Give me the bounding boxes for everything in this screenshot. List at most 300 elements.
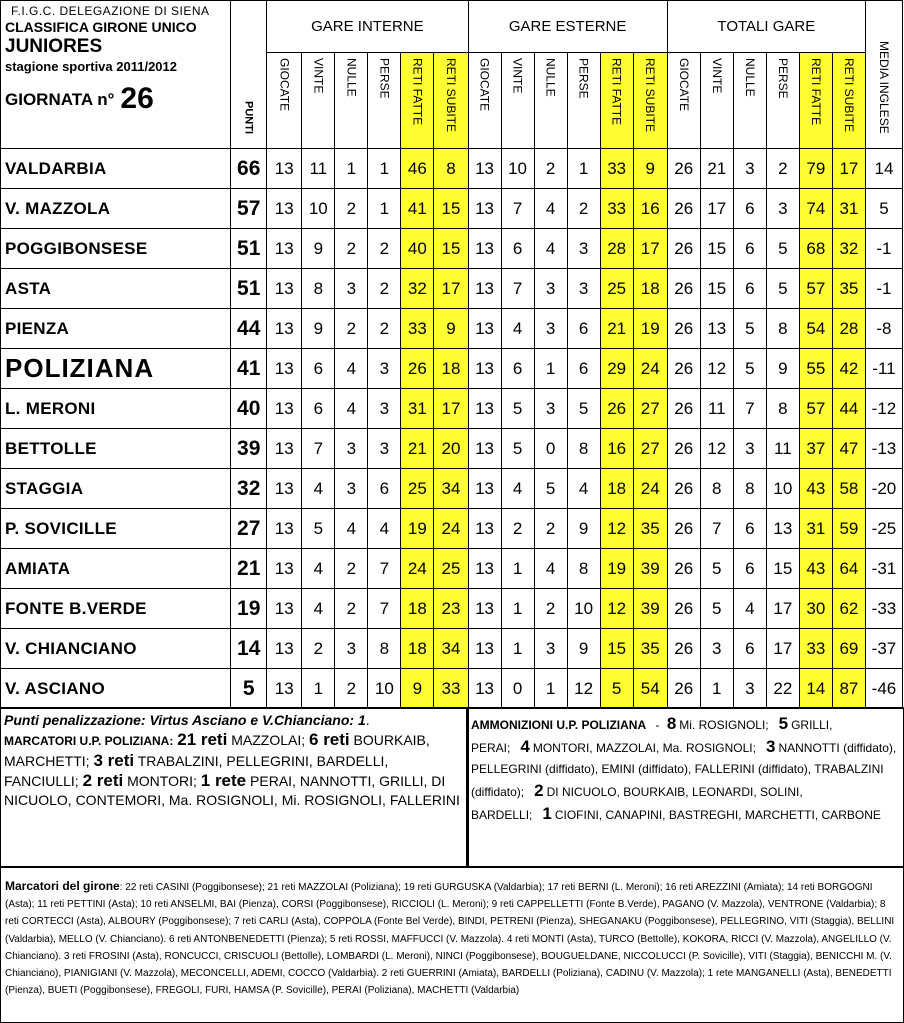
away-stat-cell: 2 — [567, 189, 600, 229]
away-stat-cell: 5 — [501, 429, 534, 469]
home-stat-cell: 13 — [267, 349, 302, 389]
table-row — [1, 469, 903, 509]
table-row — [1, 149, 903, 189]
away-stat-cell: 8 — [567, 549, 600, 589]
team-name: ASTA — [1, 269, 231, 309]
subheader-label: PERSE — [576, 58, 591, 99]
subheader-label: VINTE — [709, 58, 724, 94]
subheader-cell — [766, 53, 799, 149]
points-cell: 40 — [231, 389, 267, 429]
away-stat-cell: 21 — [600, 309, 633, 349]
total-stat-cell: 8 — [766, 309, 799, 349]
away-stat-cell: 13 — [468, 429, 501, 469]
home-stat-cell: 21 — [401, 429, 434, 469]
total-stat-cell: 26 — [667, 429, 700, 469]
subheader-cell — [302, 53, 335, 149]
home-stat-cell: 3 — [368, 429, 401, 469]
girone-label: Marcatori del girone — [5, 879, 120, 893]
home-stat-cell: 2 — [368, 309, 401, 349]
round-text: GIORNATA n° — [5, 90, 115, 109]
ammonizioni-count: 1 — [542, 804, 552, 823]
total-stat-cell: 3 — [733, 149, 766, 189]
home-stat-cell: 9 — [434, 309, 468, 349]
home-stat-cell: 9 — [401, 669, 434, 709]
total-stat-cell: 30 — [799, 589, 832, 629]
away-stat-cell: 5 — [567, 389, 600, 429]
home-stat-cell: 3 — [368, 389, 401, 429]
points-cell: 21 — [231, 549, 267, 589]
total-stat-cell: 26 — [667, 189, 700, 229]
away-stat-cell: 4 — [501, 469, 534, 509]
home-stat-cell: 3 — [335, 429, 368, 469]
subheader-cell — [733, 53, 766, 149]
away-stat-cell: 26 — [600, 389, 633, 429]
total-stat-cell: 7 — [700, 509, 733, 549]
total-stat-cell: 26 — [667, 349, 700, 389]
total-stat-cell: 68 — [799, 229, 832, 269]
ammonizioni-dash: - — [655, 718, 660, 732]
away-stat-cell: 16 — [633, 189, 667, 229]
total-stat-cell: 57 — [799, 269, 832, 309]
away-stat-cell: 6 — [567, 349, 600, 389]
away-stat-cell: 33 — [600, 189, 633, 229]
away-stat-cell: 17 — [633, 229, 667, 269]
team-name: FONTE B.VERDE — [1, 589, 231, 629]
total-stat-cell: 43 — [799, 549, 832, 589]
total-stat-cell: 59 — [832, 509, 865, 549]
subheader-label: PERSE — [377, 58, 392, 99]
home-stat-cell: 1 — [368, 149, 401, 189]
total-stat-cell: 31 — [799, 509, 832, 549]
team-name: AMIATA — [1, 549, 231, 589]
home-stat-cell: 7 — [368, 589, 401, 629]
table-row — [1, 669, 903, 709]
subheader-label: RETI SUBITE — [443, 58, 458, 133]
away-stat-cell: 5 — [534, 469, 567, 509]
subheader-cell — [368, 53, 401, 149]
subheader-cell — [832, 53, 865, 149]
home-stat-cell: 4 — [335, 389, 368, 429]
subheader-cell — [633, 53, 667, 149]
home-stat-cell: 13 — [267, 589, 302, 629]
media-cell: 14 — [865, 149, 902, 189]
ammonizioni-count: 2 — [534, 781, 544, 800]
girone-text: : 22 reti CASINI (Poggibonsese); 21 reti MAZZOLAI (Poliziana); 19 reti GURGUSKA (Valdarbia); 17 reti BERNI (L. Meroni); 16 reti AREZZINI (Amiata); 14 reti BORGOGNI (Asta); 11 reti PETTINI (Asta); 10 reti ANSELMI, BAI (Pienza), CORSI (Poggibonsese), RICCIOLI (L. Meroni); 9 reti CAPPELLETTI (Fonte B.Verde), PAGANO (V. Mazzola), VENTRONE (Valdarbia); 8 reti CORTECCI (Asta), ALBOURY (Poggibonsese); 7 reti CARLI (Asta), COPPOLA (Fonte Bel Verde), BINDI, PETRENI (Pienza), SHEGANAKU (Poggibonsese), PELLEGRINO, VITI (Staggia), BELLINI (Valdarbia), MELLO (V. Chianciano). 6 reti ANTONBENEDETTI (Pienza); 5 reti ROSSI, MAFFUCCI (V. Mazzola). 4 reti MONTI (Asta), TURCO (Bettolle), KOKORA, RICCI (V. Mazzola), ANGELILLO (V. Chianciano). 3 reti FROSINI (Asta), RONCUCCI, CRISCUOLI (Bettolle), LOMBARDI (L. Meroni), NINCI (Poggibonsese), BOUGUELDANE, NICCOLUCCI (P. Sovicille), VITI (Staggia), BENICCHI M. (V. Chianciano), PIANIGIANI (V. Mazzola), MECONCELLI, ADEMI, COCCO (Valdarbia). 2 reti GUERRINI (Amiata), BARDELLI (Poliziana), CADINU (V. Mazzola); 1 rete MANGANELLI (Asta), BENEDETTI (Pienza), BUETI (Poggibonsese), FREGOLI, FURI, HAMSA (P. Sovicille), PERAI (Poliziana), MACHETTI (Valdarbia) — [5, 882, 895, 997]
table-row — [1, 269, 903, 309]
away-stat-cell: 13 — [468, 149, 501, 189]
total-stat-cell: 28 — [832, 309, 865, 349]
home-stat-cell: 13 — [267, 509, 302, 549]
media-cell: -33 — [865, 589, 902, 629]
away-stat-cell: 13 — [468, 509, 501, 549]
media-cell: 5 — [865, 189, 902, 229]
home-stat-cell: 13 — [267, 269, 302, 309]
total-stat-cell: 69 — [832, 629, 865, 669]
home-stat-cell: 2 — [335, 589, 368, 629]
home-stat-cell: 3 — [335, 629, 368, 669]
away-stat-cell: 35 — [633, 629, 667, 669]
total-stat-cell: 31 — [832, 189, 865, 229]
girone-scorers-box — [0, 867, 904, 1023]
away-stat-cell: 35 — [633, 509, 667, 549]
home-stat-cell: 13 — [267, 629, 302, 669]
team-name: V. CHIANCIANO — [1, 629, 231, 669]
home-stat-cell: 19 — [401, 509, 434, 549]
total-stat-cell: 6 — [733, 509, 766, 549]
subheader-label: NULLE — [344, 58, 359, 97]
away-stat-cell: 25 — [600, 269, 633, 309]
home-stat-cell: 40 — [401, 229, 434, 269]
subheader-cell — [468, 53, 501, 149]
away-stat-cell: 1 — [501, 549, 534, 589]
home-stat-cell: 2 — [335, 669, 368, 709]
away-stat-cell: 19 — [633, 309, 667, 349]
media-cell: -8 — [865, 309, 902, 349]
total-stat-cell: 33 — [799, 629, 832, 669]
home-stat-cell: 9 — [302, 309, 335, 349]
total-stat-cell: 5 — [766, 269, 799, 309]
scorers-label: MARCATORI U.P. POLIZIANA: — [4, 734, 174, 748]
home-stat-cell: 23 — [434, 589, 468, 629]
media-cell: -11 — [865, 349, 902, 389]
federation-title: F.I.G.C. DELEGAZIONE DI SIENA — [11, 4, 210, 18]
home-stat-cell: 33 — [401, 309, 434, 349]
ammonizioni-names: GRILLI, PERAI; — [471, 718, 833, 755]
total-stat-cell: 17 — [832, 149, 865, 189]
away-stat-cell: 1 — [534, 669, 567, 709]
round-label — [5, 82, 226, 116]
subheader-cell — [600, 53, 633, 149]
home-stat-cell: 13 — [267, 549, 302, 589]
away-stat-cell: 12 — [600, 589, 633, 629]
away-stat-cell: 9 — [633, 149, 667, 189]
away-stat-cell: 15 — [600, 629, 633, 669]
home-stat-cell: 13 — [267, 669, 302, 709]
total-stat-cell: 26 — [667, 309, 700, 349]
total-stat-cell: 32 — [832, 229, 865, 269]
away-stat-cell: 6 — [567, 309, 600, 349]
table-row — [1, 549, 903, 589]
home-stat-cell: 24 — [434, 509, 468, 549]
season-label: stagione sportiva 2011/2012 — [5, 59, 177, 74]
ammonizioni-names: Mi. ROSIGNOLI; — [679, 718, 769, 732]
home-stat-cell: 25 — [401, 469, 434, 509]
total-stat-cell: 22 — [766, 669, 799, 709]
total-stat-cell: 15 — [766, 549, 799, 589]
home-stat-cell: 4 — [335, 349, 368, 389]
away-stat-cell: 5 — [501, 389, 534, 429]
home-stat-cell: 18 — [401, 589, 434, 629]
total-stat-cell: 6 — [733, 549, 766, 589]
away-stat-cell: 4 — [567, 469, 600, 509]
media-header-text: MEDIA INGLESE — [876, 41, 891, 134]
away-stat-cell: 2 — [534, 589, 567, 629]
total-stat-cell: 12 — [700, 429, 733, 469]
home-stat-cell: 13 — [267, 389, 302, 429]
group-home-header: GARE INTERNE — [267, 1, 468, 53]
away-stat-cell: 3 — [534, 389, 567, 429]
team-name: STAGGIA — [1, 469, 231, 509]
total-stat-cell: 11 — [700, 389, 733, 429]
home-stat-cell: 18 — [401, 629, 434, 669]
away-stat-cell: 13 — [468, 349, 501, 389]
ammonizioni-count: 8 — [666, 714, 677, 733]
ammonizioni-box — [467, 707, 904, 867]
total-stat-cell: 6 — [733, 629, 766, 669]
total-stat-cell: 13 — [766, 509, 799, 549]
media-cell: -25 — [865, 509, 902, 549]
home-stat-cell: 24 — [401, 549, 434, 589]
team-name: POGGIBONSESE — [1, 229, 231, 269]
points-cell: 5 — [231, 669, 267, 709]
away-stat-cell: 2 — [501, 509, 534, 549]
away-stat-cell: 2 — [534, 149, 567, 189]
away-stat-cell: 1 — [567, 149, 600, 189]
subheader-label: GIOCATE — [277, 58, 292, 112]
home-stat-cell: 2 — [368, 229, 401, 269]
away-stat-cell: 3 — [567, 229, 600, 269]
subheader-cell — [700, 53, 733, 149]
total-stat-cell: 26 — [667, 509, 700, 549]
total-stat-cell: 26 — [667, 229, 700, 269]
points-cell: 14 — [231, 629, 267, 669]
away-stat-cell: 1 — [501, 629, 534, 669]
away-stat-cell: 39 — [633, 549, 667, 589]
home-stat-cell: 13 — [267, 469, 302, 509]
total-stat-cell: 8 — [766, 389, 799, 429]
away-stat-cell: 5 — [600, 669, 633, 709]
table-row — [1, 309, 903, 349]
away-stat-cell: 4 — [501, 309, 534, 349]
away-stat-cell: 19 — [600, 549, 633, 589]
total-stat-cell: 42 — [832, 349, 865, 389]
home-stat-cell: 25 — [434, 549, 468, 589]
home-stat-cell: 17 — [434, 269, 468, 309]
media-cell: -46 — [865, 669, 902, 709]
subheader-cell — [335, 53, 368, 149]
ammonizioni-names: CIOFINI, CANAPINI, BASTREGHI, MARCHETTI, CARBONE — [554, 808, 881, 822]
subheader-cell — [799, 53, 832, 149]
subheader-label: RETI FATTE — [808, 58, 823, 126]
home-stat-cell: 41 — [401, 189, 434, 229]
away-stat-cell: 18 — [633, 269, 667, 309]
home-stat-cell: 4 — [335, 509, 368, 549]
away-stat-cell: 7 — [501, 269, 534, 309]
away-stat-cell: 13 — [468, 309, 501, 349]
home-stat-cell: 26 — [401, 349, 434, 389]
points-cell: 27 — [231, 509, 267, 549]
away-stat-cell: 13 — [468, 269, 501, 309]
away-stat-cell: 13 — [468, 189, 501, 229]
home-stat-cell: 2 — [368, 269, 401, 309]
total-stat-cell: 26 — [667, 589, 700, 629]
home-stat-cell: 4 — [302, 549, 335, 589]
home-stat-cell: 15 — [434, 229, 468, 269]
away-stat-cell: 2 — [534, 509, 567, 549]
team-name: BETTOLLE — [1, 429, 231, 469]
total-stat-cell: 43 — [799, 469, 832, 509]
home-stat-cell: 1 — [335, 149, 368, 189]
total-stat-cell: 26 — [667, 389, 700, 429]
away-stat-cell: 8 — [567, 429, 600, 469]
subheader-label: RETI SUBITE — [643, 58, 658, 133]
total-stat-cell: 8 — [733, 469, 766, 509]
team-name: POLIZIANA — [1, 349, 231, 389]
subheader-label: RETI FATTE — [609, 58, 624, 126]
table-row — [1, 509, 903, 549]
away-stat-cell: 16 — [600, 429, 633, 469]
media-header — [865, 1, 902, 149]
home-stat-cell: 1 — [302, 669, 335, 709]
away-stat-cell: 1 — [501, 589, 534, 629]
away-stat-cell: 28 — [600, 229, 633, 269]
scorer-names: TRABALZINI, PELLEGRINI, BARDELLI, FANCIULLI; — [4, 753, 389, 789]
team-name: V. ASCIANO — [1, 669, 231, 709]
media-cell: -1 — [865, 229, 902, 269]
total-stat-cell: 3 — [700, 629, 733, 669]
points-cell: 44 — [231, 309, 267, 349]
category-title: JUNIORES — [5, 36, 103, 57]
total-stat-cell: 54 — [799, 309, 832, 349]
home-stat-cell: 20 — [434, 429, 468, 469]
away-stat-cell: 9 — [567, 629, 600, 669]
total-stat-cell: 17 — [766, 629, 799, 669]
away-stat-cell: 13 — [468, 229, 501, 269]
subheader-label: PERSE — [775, 58, 790, 99]
home-stat-cell: 31 — [401, 389, 434, 429]
home-stat-cell: 2 — [302, 629, 335, 669]
scorer-count: 21 reti — [177, 730, 228, 749]
media-cell: -37 — [865, 629, 902, 669]
away-stat-cell: 0 — [501, 669, 534, 709]
total-stat-cell: 12 — [700, 349, 733, 389]
penalty-dot: . — [365, 712, 370, 728]
away-stat-cell: 4 — [534, 189, 567, 229]
total-stat-cell: 15 — [700, 269, 733, 309]
points-header-text: PUNTI — [242, 101, 255, 134]
total-stat-cell: 5 — [700, 549, 733, 589]
total-stat-cell: 9 — [766, 349, 799, 389]
home-stat-cell: 4 — [368, 509, 401, 549]
penalty-text: Punti penalizzazione: Virtus Asciano e V.Chianciano: 1 — [4, 712, 366, 728]
away-stat-cell: 18 — [600, 469, 633, 509]
group-total-header: TOTALI GARE — [667, 1, 865, 53]
scorer-names: BOURKAIB, MARCHETTI; — [4, 732, 430, 769]
away-stat-cell: 24 — [633, 349, 667, 389]
home-stat-cell: 6 — [302, 389, 335, 429]
home-stat-cell: 8 — [434, 149, 468, 189]
scorer-names: MAZZOLAI; — [231, 732, 306, 748]
scorer-names: MONTORI; — [127, 773, 197, 789]
total-stat-cell: 44 — [832, 389, 865, 429]
home-stat-cell: 13 — [267, 229, 302, 269]
ammonizioni-names: MONTORI, MAZZOLAI, Ma. ROSIGNOLI; — [532, 741, 756, 755]
total-stat-cell: 47 — [832, 429, 865, 469]
away-stat-cell: 13 — [468, 469, 501, 509]
away-stat-cell: 24 — [633, 469, 667, 509]
subheader-label: GIOCATE — [676, 58, 691, 112]
total-stat-cell: 5 — [700, 589, 733, 629]
away-stat-cell: 3 — [534, 269, 567, 309]
total-stat-cell: 62 — [832, 589, 865, 629]
away-stat-cell: 33 — [600, 149, 633, 189]
home-stat-cell: 17 — [434, 389, 468, 429]
team-name: L. MERONI — [1, 389, 231, 429]
home-stat-cell: 7 — [368, 549, 401, 589]
total-stat-cell: 3 — [733, 429, 766, 469]
total-stat-cell: 26 — [667, 149, 700, 189]
home-stat-cell: 13 — [267, 189, 302, 229]
subheader-label: VINTE — [510, 58, 525, 94]
home-stat-cell: 34 — [434, 629, 468, 669]
home-stat-cell: 34 — [434, 469, 468, 509]
away-stat-cell: 29 — [600, 349, 633, 389]
ammonizioni-text — [471, 713, 900, 826]
table-row — [1, 589, 903, 629]
total-stat-cell: 6 — [733, 229, 766, 269]
scorer-count: 1 rete — [200, 771, 247, 790]
round-number: 26 — [120, 82, 154, 115]
total-stat-cell: 26 — [667, 629, 700, 669]
total-stat-cell: 5 — [733, 309, 766, 349]
away-stat-cell: 3 — [567, 269, 600, 309]
home-stat-cell: 5 — [302, 509, 335, 549]
total-stat-cell: 11 — [766, 429, 799, 469]
away-stat-cell: 6 — [501, 229, 534, 269]
away-stat-cell: 0 — [534, 429, 567, 469]
total-stat-cell: 35 — [832, 269, 865, 309]
total-stat-cell: 14 — [799, 669, 832, 709]
points-cell: 41 — [231, 349, 267, 389]
penalty-note — [4, 711, 463, 730]
total-stat-cell: 5 — [733, 349, 766, 389]
subheader-label: NULLE — [742, 58, 757, 97]
total-stat-cell: 64 — [832, 549, 865, 589]
total-stat-cell: 4 — [733, 589, 766, 629]
home-stat-cell: 2 — [335, 229, 368, 269]
team-name: V. MAZZOLA — [1, 189, 231, 229]
subheader-cell — [501, 53, 534, 149]
home-stat-cell: 13 — [267, 309, 302, 349]
home-stat-cell: 3 — [335, 469, 368, 509]
subheader-label: GIOCATE — [477, 58, 492, 112]
total-stat-cell: 1 — [700, 669, 733, 709]
home-stat-cell: 10 — [302, 189, 335, 229]
total-stat-cell: 26 — [667, 549, 700, 589]
total-stat-cell: 26 — [667, 669, 700, 709]
total-stat-cell: 17 — [700, 189, 733, 229]
away-stat-cell: 54 — [633, 669, 667, 709]
total-stat-cell: 26 — [667, 269, 700, 309]
home-stat-cell: 15 — [434, 189, 468, 229]
subheader-label: NULLE — [543, 58, 558, 97]
home-stat-cell: 10 — [368, 669, 401, 709]
ammonizioni-count: 3 — [765, 737, 776, 756]
away-stat-cell: 9 — [567, 509, 600, 549]
scorer-names: PERAI, NANNOTTI, GRILLI, DI NICUOLO, CONTEMORI, Ma. ROSIGNOLI, Mi. ROSIGNOLI, FALLERINI — [4, 773, 460, 808]
total-stat-cell: 55 — [799, 349, 832, 389]
subheader-label: VINTE — [311, 58, 326, 94]
total-stat-cell: 3 — [766, 189, 799, 229]
home-stat-cell: 4 — [302, 589, 335, 629]
away-stat-cell: 7 — [501, 189, 534, 229]
subheader-cell — [434, 53, 468, 149]
total-stat-cell: 13 — [700, 309, 733, 349]
home-stat-cell: 4 — [302, 469, 335, 509]
away-stat-cell: 4 — [534, 229, 567, 269]
ammonizioni-names: NANNOTTI (diffidato), PELLEGRINI (diffidato), EMINI (diffidato), FALLERINI (diffidato), TRABALZINI (diffidato); — [471, 741, 897, 799]
table-row — [1, 629, 903, 669]
